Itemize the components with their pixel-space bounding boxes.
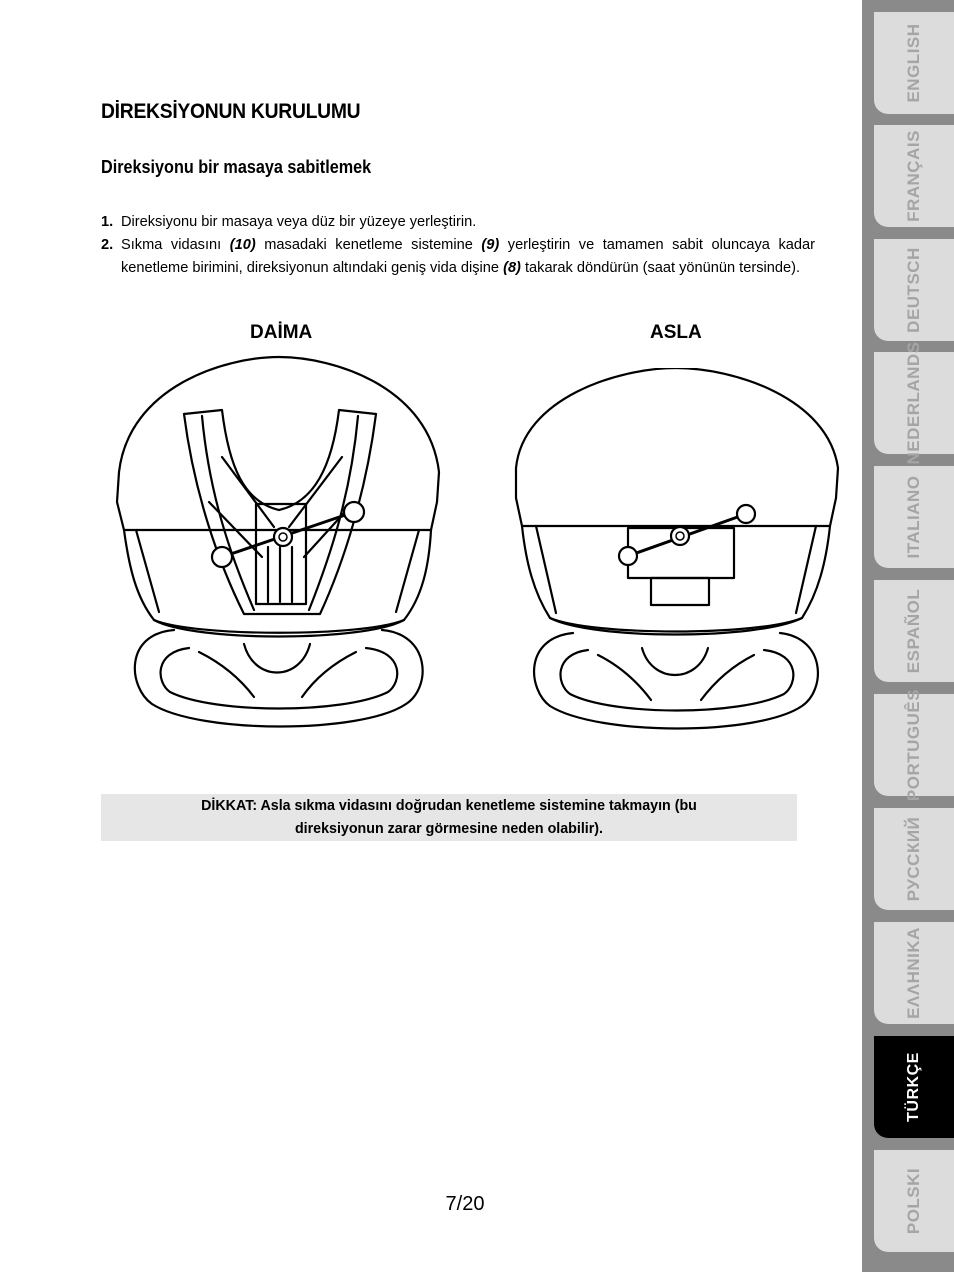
step-text-part: takarak döndürün (saat yönünün tersinde). xyxy=(520,260,800,276)
screw-knob xyxy=(212,547,232,567)
tab-russian[interactable] xyxy=(874,808,954,910)
wheel-hub xyxy=(244,644,310,673)
warning-box xyxy=(101,794,797,841)
screw-knob xyxy=(737,505,755,523)
step-text xyxy=(121,234,815,280)
tab-label: ΕΛΛΗΝΙΚΑ xyxy=(904,927,923,1019)
tab-deutsch[interactable] xyxy=(874,239,954,341)
steps-list xyxy=(101,211,815,280)
screw-knob xyxy=(619,547,637,565)
wheel-rim xyxy=(135,630,423,727)
tab-italiano[interactable] xyxy=(874,466,954,568)
clamp-block xyxy=(651,578,709,605)
wheel-rim xyxy=(534,633,818,729)
tab-label: NEDERLANDS xyxy=(904,341,923,465)
tab-espanol[interactable] xyxy=(874,580,954,682)
step-text: Direksiyonu bir masaya veya düz bir yüzeye yerleştirin. xyxy=(121,214,477,230)
clamp-fork-rib xyxy=(289,457,342,527)
step-text-part: yerleştirin ve tamamen sabit oluncaya kadar kenetleme birimini, direksiyonun altındaki geniş vida dişine xyxy=(121,237,815,276)
step-text-part: Sıkma vidasını xyxy=(121,237,230,253)
part-ref: (10) xyxy=(229,237,256,253)
tab-label: TÜRKÇE xyxy=(905,1052,922,1122)
tab-greek[interactable] xyxy=(874,922,954,1024)
wheel-rim-inner xyxy=(161,648,398,709)
part-ref: (8) xyxy=(503,260,521,276)
step-text-part: masadaki kenetleme sistemine xyxy=(255,237,482,253)
tab-label: ITALIANO xyxy=(904,475,923,559)
never-label: ASLA xyxy=(650,322,702,343)
tab-turkce[interactable] xyxy=(874,1036,954,1138)
screw-center xyxy=(274,528,292,546)
step-1 xyxy=(101,211,815,234)
clamp-fork-rib xyxy=(222,457,274,527)
section-subtitle: Direksiyonu bir masaya sabitlemek xyxy=(101,157,372,177)
tab-francais[interactable] xyxy=(874,125,954,227)
tab-english[interactable] xyxy=(874,12,954,114)
step-number: 2. xyxy=(101,237,114,253)
tab-portugues[interactable] xyxy=(874,688,954,802)
wheel-spoke xyxy=(701,655,754,700)
tab-label: PORTUGUÊS xyxy=(904,688,923,802)
wheel-hub xyxy=(642,648,708,675)
tab-polski[interactable] xyxy=(874,1150,954,1252)
wheel-spoke xyxy=(598,655,651,700)
correct-installation-illustration xyxy=(104,352,450,748)
screw-knob xyxy=(344,502,364,522)
always-label: DAİMA xyxy=(250,322,313,343)
tab-label: POLSKI xyxy=(904,1167,923,1235)
warning-line: direksiyonun zarar görmesine neden olabilir). xyxy=(294,820,604,837)
step-number: 1. xyxy=(101,214,114,230)
tab-label: FRANÇAIS xyxy=(904,130,923,222)
page-number: 7/20 xyxy=(445,1193,485,1215)
incorrect-installation-illustration xyxy=(508,368,844,750)
wheel-rim-inner xyxy=(560,650,793,711)
wheel-spoke xyxy=(302,652,356,697)
tab-label: ENGLISH xyxy=(904,23,923,103)
base-dome xyxy=(516,368,838,526)
tab-label: РУССКИЙ xyxy=(904,816,923,902)
tab-nederlands[interactable] xyxy=(874,341,954,465)
tab-label: DEUTSCH xyxy=(904,247,923,333)
base-side xyxy=(136,530,159,612)
wheel-spoke xyxy=(199,652,254,697)
base-side xyxy=(536,526,556,613)
step-2 xyxy=(101,234,815,280)
tab-label: ESPAÑOL xyxy=(904,588,923,674)
warning-line: DİKKAT: Asla sıkma vidasını doğrudan kenetleme sistemine takmayın (bu xyxy=(201,797,697,814)
screw-center xyxy=(671,527,689,545)
base-side xyxy=(796,526,816,613)
page-title: DİREKSİYONUN KURULUMU xyxy=(101,100,361,123)
part-ref: (9) xyxy=(481,237,500,253)
base-body xyxy=(124,530,431,637)
